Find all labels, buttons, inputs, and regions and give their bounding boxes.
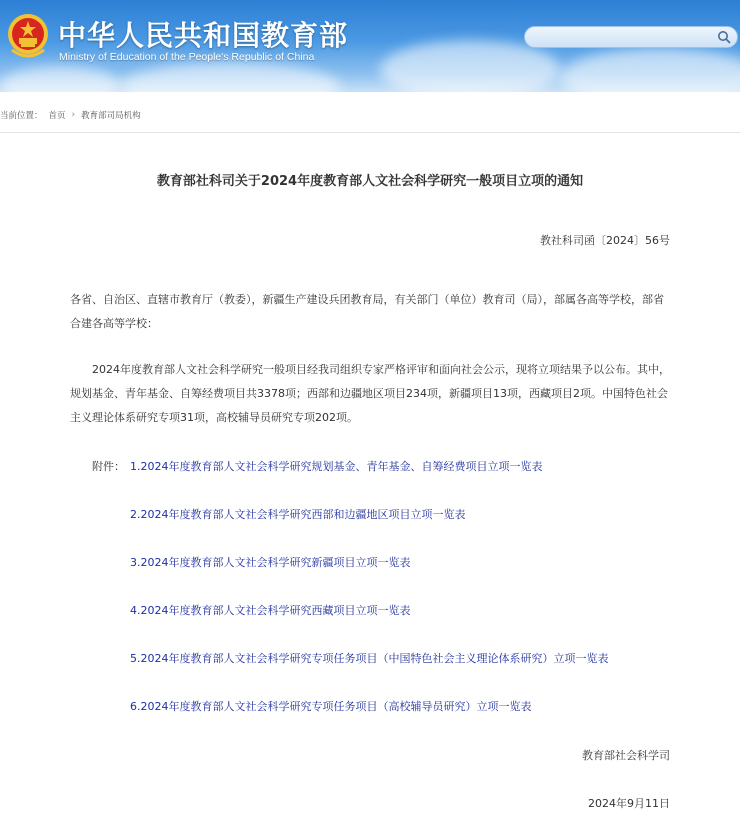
site-subtitle[interactable]: Ministry of Education of the People's Republic of China	[59, 51, 315, 63]
attachment-link-6[interactable]: 6.2024年度教育部人文社会科学研究专项任务项目（高校辅导员研究）立项一览表	[130, 700, 532, 713]
signature-date: 2024年9月11日	[588, 797, 670, 810]
attachment-link-1[interactable]: 1.2024年度教育部人文社会科学研究规划基金、青年基金、自筹经费项目立项一览表	[130, 460, 543, 473]
breadcrumb-prefix: 当前位置：	[0, 111, 43, 121]
attachment-link-2[interactable]: 2.2024年度教育部人文社会科学研究西部和边疆地区项目立项一览表	[130, 508, 466, 521]
breadcrumb-home-link[interactable]: 首页	[48, 111, 66, 121]
breadcrumb	[0, 108, 141, 122]
header-banner	[0, 0, 740, 92]
addressee-paragraph: 各省、自治区、直辖市教育厅（教委），新疆生产建设兵团教育局，有关部门（单位）教育司（局），部属各高等学校，部省合建各高等学校：	[70, 293, 664, 330]
national-emblem-icon[interactable]	[6, 10, 50, 60]
attachment-link-4[interactable]: 4.2024年度教育部人文社会科学研究西藏项目立项一览表	[130, 604, 411, 617]
chevron-right-icon: ›	[71, 110, 76, 120]
signature-organization: 教育部社会科学司	[582, 749, 670, 762]
search-input[interactable]	[535, 29, 715, 45]
attachment-link-5[interactable]: 5.2024年度教育部人文社会科学研究专项任务项目（中国特色社会主义理论体系研究）立项一览表	[130, 652, 609, 665]
attachment-link-3[interactable]: 3.2024年度教育部人文社会科学研究新疆项目立项一览表	[130, 556, 411, 569]
article-title: 教育部社科司关于2024年度教育部人文社会科学研究一般项目立项的通知	[156, 174, 584, 189]
search-icon[interactable]	[717, 30, 731, 44]
body-paragraph: 2024年度教育部人文社会科学研究一般项目经我司组织专家严格评审和面向社会公示，现将立项结果予以公布。其中，规划基金、青年基金、自筹经费项目共3378项；西部和边疆地区项目234项，新疆项目13项，西藏项目2项。中国特色社会主义理论体系研究专项31项，高校辅导员研究专项202项。	[70, 363, 670, 424]
document-number: 教社科司函〔2024〕56号	[540, 234, 670, 247]
site-title[interactable]: 中华人民共和国教育部	[58, 19, 349, 52]
header-divider	[0, 132, 740, 133]
attachments-label: 附件：	[92, 460, 125, 473]
breadcrumb-section-link[interactable]: 教育部司局机构	[81, 111, 141, 121]
search-box[interactable]	[524, 26, 738, 48]
